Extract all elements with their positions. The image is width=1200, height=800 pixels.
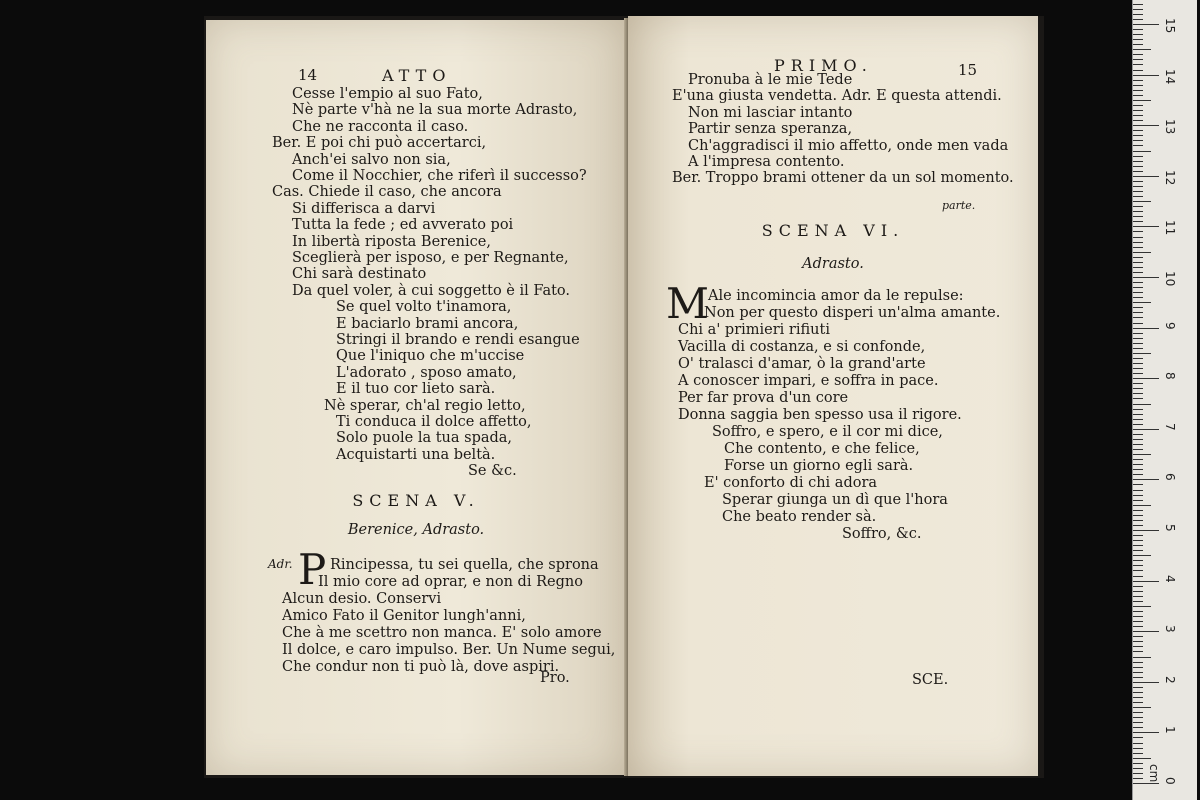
right-scene-line: Forse un giorno egli sarà. xyxy=(724,458,914,474)
ruler-tick xyxy=(1133,444,1143,445)
left-verse-line: Que l'iniquo che m'uccise xyxy=(336,348,525,365)
right-scene-line: Soffro, e spero, e il cor mi dice, xyxy=(712,424,943,440)
dropcap-p: P xyxy=(298,545,327,594)
ruler-tick xyxy=(1133,490,1143,491)
ruler-tick xyxy=(1133,484,1143,485)
ruler-tick xyxy=(1133,176,1159,177)
ruler-tick xyxy=(1133,631,1159,632)
ruler-tick xyxy=(1133,292,1143,293)
right-verse-line: Partir senza speranza, xyxy=(688,121,853,138)
ruler-tick xyxy=(1133,732,1159,733)
ruler-tick xyxy=(1133,748,1143,749)
ruler-tick xyxy=(1133,115,1143,116)
ruler-tick xyxy=(1133,54,1143,55)
ruler-tick xyxy=(1133,105,1143,106)
ruler-label: 6 xyxy=(1163,473,1177,482)
ruler-tick xyxy=(1133,323,1143,324)
left-scene-line: Amico Fato il Genitor lungh'anni, xyxy=(282,608,526,624)
ruler-tick xyxy=(1133,783,1159,784)
ruler-label: 1 xyxy=(1163,726,1177,735)
ruler-tick xyxy=(1133,307,1143,308)
right-scene-line: A conoscer impari, e soffra in pace. xyxy=(678,373,939,389)
ruler-tick xyxy=(1133,368,1143,369)
ruler-tick xyxy=(1133,464,1143,465)
measurement-ruler xyxy=(1132,0,1197,800)
right-page xyxy=(628,16,1038,776)
ruler-tick xyxy=(1133,257,1143,258)
left-verse-line: E il tuo cor lieto sarà. xyxy=(336,381,496,398)
ruler-tick xyxy=(1133,737,1143,738)
ruler-tick xyxy=(1133,651,1143,652)
ruler-tick xyxy=(1133,145,1143,146)
ruler-tick xyxy=(1133,581,1159,582)
ruler-tick xyxy=(1133,677,1143,678)
left-verse-line: Chi sarà destinato xyxy=(292,266,427,283)
left-scene-line: Il dolce, e caro impulso. Ber. Un Nume segui, xyxy=(282,642,616,658)
right-verse-line: Non mi lasciar intanto xyxy=(688,104,853,121)
dropcap-m: M xyxy=(666,279,710,328)
right-verse-line: Ch'aggradisci il mio affetto, onde men vada xyxy=(688,137,1009,154)
ruler-tick xyxy=(1133,540,1143,541)
ruler-label: 11 xyxy=(1163,220,1177,236)
ruler-tick xyxy=(1133,727,1143,728)
scene-characters-right: Adrasto. xyxy=(802,256,864,272)
left-verse-line: Ti conduca il dolce affetto, xyxy=(336,414,532,430)
ruler-tick xyxy=(1133,555,1151,556)
ruler-tick xyxy=(1133,211,1143,212)
left-verse-line: Cesse l'empio al suo Fato, xyxy=(292,86,483,102)
right-scene-line: Che beato render sà. xyxy=(722,509,877,525)
ruler-tick xyxy=(1133,161,1143,162)
ruler-tick xyxy=(1133,80,1143,81)
right-scene-line: Per far prova d'un core xyxy=(678,390,849,406)
ruler-tick xyxy=(1133,262,1143,263)
ruler-tick xyxy=(1133,383,1143,384)
left-verse-line: Sceglierà per isposo, e per Regnante, xyxy=(292,250,569,266)
left-verse-line: Cas. Chiede il caso, che ancora xyxy=(272,184,502,201)
left-verse-line: Come il Nocchier, che riferì il successo? xyxy=(292,168,587,184)
ruler-tick xyxy=(1133,621,1143,622)
right-scene-line: O' tralasci d'amar, ò la grand'arte xyxy=(678,356,926,372)
ruler-label: 15 xyxy=(1163,18,1177,34)
ruler-tick xyxy=(1133,682,1159,683)
ruler-tick xyxy=(1133,34,1143,35)
ruler-tick xyxy=(1133,565,1143,566)
ruler-tick xyxy=(1133,226,1159,227)
ruler-tick xyxy=(1133,24,1159,25)
ruler-tick xyxy=(1133,49,1151,50)
ruler-label: 3 xyxy=(1163,625,1177,633)
ruler-tick xyxy=(1133,14,1143,15)
ruler-tick xyxy=(1133,29,1143,30)
ruler-tick xyxy=(1133,39,1143,40)
ruler-tick xyxy=(1133,586,1143,587)
speaker-label: Adr. xyxy=(268,557,293,571)
right-verse-line: A l'impresa contento. xyxy=(688,154,845,170)
ruler-tick xyxy=(1133,743,1143,744)
ruler-tick xyxy=(1133,110,1143,111)
ruler-tick xyxy=(1133,166,1143,167)
ruler-tick xyxy=(1133,626,1143,627)
ruler-tick xyxy=(1133,753,1143,754)
ruler-tick xyxy=(1133,434,1143,435)
left-verse-line: Tutta la fede ; ed avverato poi xyxy=(292,217,514,234)
ruler-tick xyxy=(1133,120,1143,121)
right-verse-line: Ber. Troppo brami ottener da un sol momento. xyxy=(672,170,1014,187)
ruler-tick xyxy=(1133,439,1143,440)
right-scene-line: Che contento, e che felice, xyxy=(724,441,920,457)
ruler-tick xyxy=(1133,196,1143,197)
ruler-tick xyxy=(1133,692,1143,693)
ruler-tick xyxy=(1133,186,1143,187)
left-verse-line: Nè parte v'hà ne la sua morte Adrasto, xyxy=(292,102,578,119)
ruler-tick xyxy=(1133,237,1143,238)
ruler-tick xyxy=(1133,363,1143,364)
ruler-tick xyxy=(1133,449,1143,450)
ruler-tick xyxy=(1133,419,1143,420)
ruler-tick xyxy=(1133,636,1143,637)
ruler-tick xyxy=(1133,388,1143,389)
ruler-tick xyxy=(1133,424,1143,425)
ruler-tick xyxy=(1133,758,1151,759)
ruler-tick xyxy=(1133,312,1143,313)
ruler-tick xyxy=(1133,171,1143,172)
ruler-tick xyxy=(1133,90,1143,91)
ruler-tick xyxy=(1133,530,1159,531)
right-scene-line: Sperar giunga un dì que l'hora xyxy=(722,492,948,508)
catchword-left: Pro. xyxy=(540,670,570,686)
left-verse-line: Nè sperar, ch'al regio letto, xyxy=(324,397,526,414)
ruler-tick xyxy=(1133,231,1143,232)
ruler-tick xyxy=(1133,591,1143,592)
ruler-tick xyxy=(1133,393,1143,394)
left-verse-line: Stringi il brando e rendi esangue xyxy=(336,332,580,348)
ruler-tick xyxy=(1133,707,1151,708)
ruler-label: 13 xyxy=(1163,119,1177,135)
ruler-tick xyxy=(1133,429,1159,430)
ruler-label: 8 xyxy=(1163,372,1177,380)
ruler-tick xyxy=(1133,282,1143,283)
left-scene-line: Alcun desio. Conservi xyxy=(282,591,442,607)
right-verse-line: Pronuba à le mie Tede xyxy=(688,72,853,88)
left-verse-line: Anch'ei salvo non sia, xyxy=(292,151,451,168)
ruler-tick xyxy=(1133,717,1143,718)
ruler-tick xyxy=(1133,353,1151,354)
ruler-tick xyxy=(1133,712,1143,713)
page-number-right: 15 xyxy=(958,61,978,79)
left-verse-line: Se quel volto t'inamora, xyxy=(336,299,512,316)
left-verse-line: L'adorato , sposo amato, xyxy=(336,364,517,381)
right-scene-line: Non per questo disperi un'alma amante. xyxy=(704,305,1001,321)
ruler-tick xyxy=(1133,201,1151,202)
page-number-left: 14 xyxy=(298,66,318,84)
ruler-tick xyxy=(1133,216,1143,217)
ruler-tick xyxy=(1133,500,1143,501)
ruler-tick xyxy=(1133,667,1143,668)
left-verse-line: Che ne racconta il caso. xyxy=(292,118,469,135)
ruler-tick xyxy=(1133,130,1143,131)
ruler-tick xyxy=(1133,252,1151,253)
ruler-tick xyxy=(1133,75,1159,76)
ruler-tick xyxy=(1133,414,1143,415)
left-verse-line: Si differisca a darvi xyxy=(292,200,436,217)
ruler-tick xyxy=(1133,687,1143,688)
ruler-tick xyxy=(1133,302,1151,303)
ruler-tick xyxy=(1133,181,1143,182)
ruler-tick xyxy=(1133,221,1143,222)
ruler-tick xyxy=(1133,409,1143,410)
ruler-tick xyxy=(1133,9,1143,10)
running-head-left: ATTO xyxy=(382,66,452,85)
ruler-tick xyxy=(1133,469,1143,470)
ruler-tick xyxy=(1133,191,1143,192)
ruler-tick xyxy=(1133,697,1143,698)
ruler-tick xyxy=(1133,662,1143,663)
ruler-tick xyxy=(1133,125,1159,126)
scene-characters-left: Berenice, Adrasto. xyxy=(347,522,485,538)
ruler-tick xyxy=(1133,328,1159,329)
left-page xyxy=(206,20,626,775)
ruler-tick xyxy=(1133,702,1143,703)
ruler-tick xyxy=(1133,135,1143,136)
ruler-tick xyxy=(1133,454,1151,455)
left-verse-line: Ber. E poi chi può accertarci, xyxy=(272,135,487,152)
ruler-tick xyxy=(1133,616,1143,617)
left-scene-line: Che condur non ti può là, dove aspiri. xyxy=(282,659,560,675)
ruler-label: 9 xyxy=(1163,321,1177,330)
ruler-tick xyxy=(1133,206,1143,207)
right-scene-line: E' conforto di chi adora xyxy=(704,475,878,491)
ruler-tick xyxy=(1133,247,1143,248)
ruler-tick xyxy=(1133,474,1143,475)
ruler-tick xyxy=(1133,773,1143,774)
left-verse-line: Acquistarti una beltà. xyxy=(336,446,496,463)
ruler-tick xyxy=(1133,277,1159,278)
ruler-tick xyxy=(1133,515,1143,516)
ruler-label: 4 xyxy=(1163,574,1177,583)
ruler-tick xyxy=(1133,267,1143,268)
ruler-label: 14 xyxy=(1163,68,1177,84)
ruler-tick xyxy=(1133,657,1151,658)
ruler-tick xyxy=(1133,560,1143,561)
ruler-label: 10 xyxy=(1163,271,1177,287)
ruler-tick xyxy=(1133,151,1151,152)
ruler-tick xyxy=(1133,358,1143,359)
ruler-tick xyxy=(1133,479,1159,480)
right-scene-line: Vacilla di costanza, e si confonde, xyxy=(678,339,926,355)
ruler-tick xyxy=(1133,545,1143,546)
right-scene-line: Ale incomincia amor da le repulse: xyxy=(708,288,964,304)
ruler-tick xyxy=(1133,601,1143,602)
ruler-tick xyxy=(1133,348,1143,349)
left-scene-line: Il mio core ad oprar, e non di Regno xyxy=(318,574,583,590)
ruler-tick xyxy=(1133,606,1151,607)
scene-title-right: SCENA VI. xyxy=(761,221,905,240)
right-scene-line: Chi a' primieri rifiuti xyxy=(678,322,830,338)
ruler-tick xyxy=(1133,641,1143,642)
ruler-tick xyxy=(1133,333,1143,334)
ruler-tick xyxy=(1133,646,1143,647)
ruler-tick xyxy=(1133,70,1143,71)
scene-title-left: SCENA V. xyxy=(352,491,480,510)
catchword-right: SCE. xyxy=(912,672,949,688)
ruler-tick xyxy=(1133,535,1143,536)
ruler-tick xyxy=(1133,398,1143,399)
ruler-tick xyxy=(1133,672,1143,673)
ruler-tick xyxy=(1133,778,1143,779)
ruler-tick xyxy=(1133,611,1143,612)
ruler-tick xyxy=(1133,576,1143,577)
ruler-tick xyxy=(1133,404,1151,405)
ruler-tick xyxy=(1133,338,1143,339)
ruler-tick xyxy=(1133,378,1159,379)
ruler-tick xyxy=(1133,297,1143,298)
ruler-label: 7 xyxy=(1163,422,1177,431)
right-scene-line: Donna saggia ben spesso usa il rigore. xyxy=(678,407,962,423)
ruler-tick xyxy=(1133,373,1143,374)
ruler-tick xyxy=(1133,763,1143,764)
ruler-tick xyxy=(1133,520,1143,521)
right-verse-line: E'una giusta vendetta. Adr. E questa attendi. xyxy=(672,88,1002,105)
left-scene-line: Che à me scettro non manca. E' solo amore xyxy=(282,625,602,641)
ruler-tick xyxy=(1133,287,1143,288)
ruler-tick xyxy=(1133,64,1143,65)
ruler-tick xyxy=(1133,495,1143,496)
ruler-tick xyxy=(1133,343,1143,344)
ruler-tick xyxy=(1133,242,1143,243)
ruler-tick xyxy=(1133,768,1143,769)
ruler-tick xyxy=(1133,510,1143,511)
left-verse-line: Se &c. xyxy=(468,463,517,480)
ruler-tick xyxy=(1133,459,1143,460)
ruler-tick xyxy=(1133,4,1143,5)
left-verse-line: Da quel voler, à cui soggetto è il Fato. xyxy=(292,282,570,299)
ruler-tick xyxy=(1133,570,1143,571)
ruler-tick xyxy=(1133,140,1143,141)
left-verse-line: E baciarlo brami ancora, xyxy=(336,315,519,332)
running-head-right: PRIMO. xyxy=(774,56,873,75)
left-verse-line: Solo puole la tua spada, xyxy=(336,430,513,447)
ruler-label: 0 xyxy=(1163,777,1177,785)
ruler-tick xyxy=(1133,722,1143,723)
ruler-tick xyxy=(1133,596,1143,597)
ruler-tick xyxy=(1133,525,1143,526)
ruler-tick xyxy=(1133,85,1143,86)
left-scene-line: Rincipessa, tu sei quella, che sprona xyxy=(330,557,599,573)
ruler-label: 2 xyxy=(1163,675,1177,684)
ruler-tick xyxy=(1133,95,1143,96)
ruler-tick xyxy=(1133,59,1143,60)
right-scene-line: Soffro, &c. xyxy=(842,526,922,542)
ruler-tick xyxy=(1133,100,1151,101)
ruler-tick xyxy=(1133,317,1143,318)
ruler-tick xyxy=(1133,44,1143,45)
ruler-tick xyxy=(1133,505,1151,506)
left-verse-line: In libertà riposta Berenice, xyxy=(292,233,491,250)
ruler-tick xyxy=(1133,272,1143,273)
ruler-tick xyxy=(1133,156,1143,157)
ruler-tick xyxy=(1133,550,1143,551)
ruler-label: 12 xyxy=(1163,169,1177,186)
ruler-label: 5 xyxy=(1163,524,1177,532)
exit-note: parte. xyxy=(942,199,976,212)
ruler-unit-label: cm xyxy=(1147,764,1161,783)
ruler-tick xyxy=(1133,19,1143,20)
